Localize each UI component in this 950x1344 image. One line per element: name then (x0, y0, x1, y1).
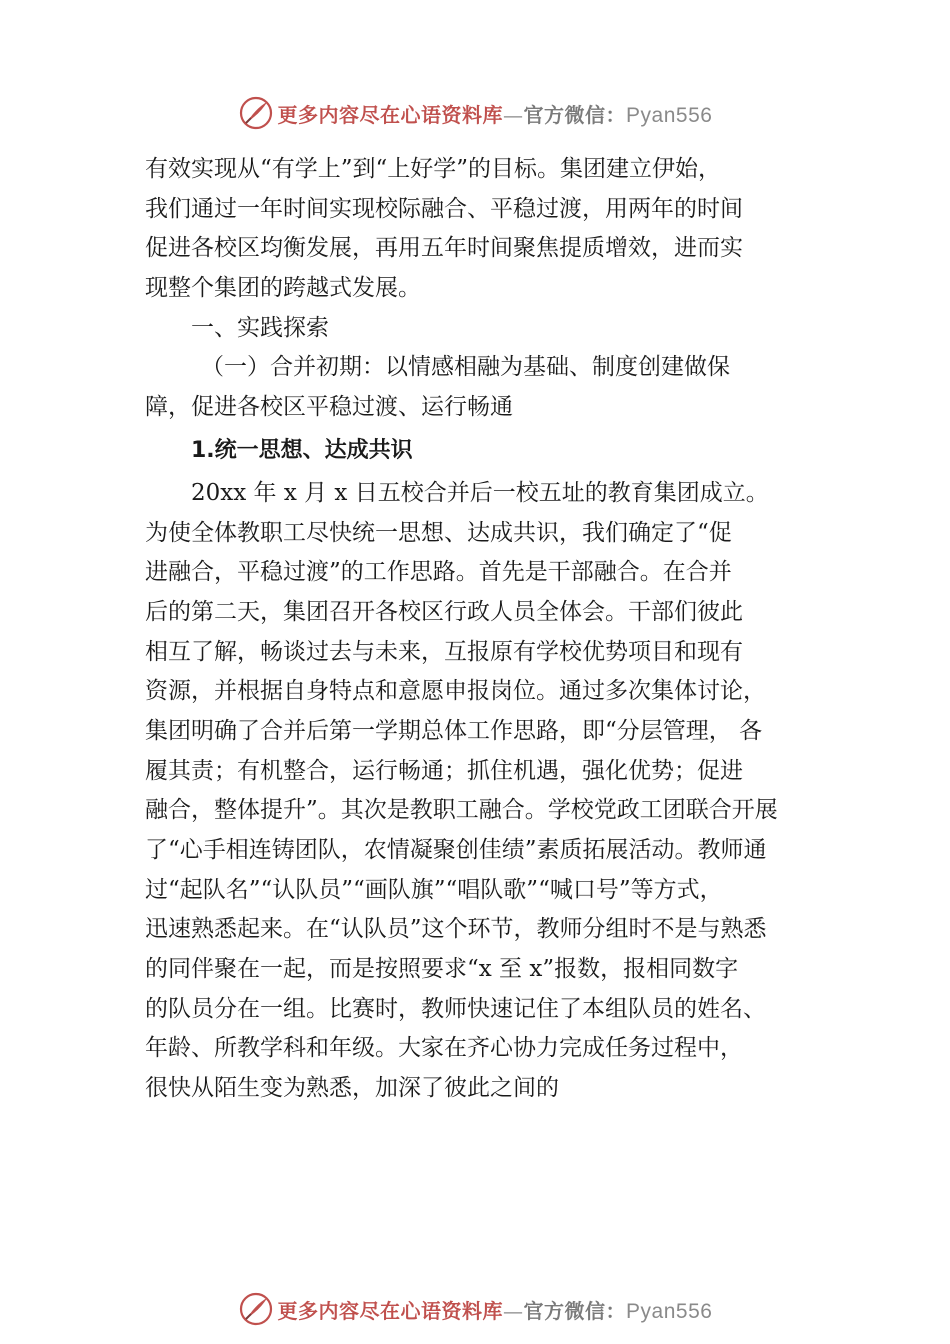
p2-line: 过“起队名”“认队员”“画队旗”“唱队歌”“喊口号”等方式， (145, 876, 723, 903)
banner-dash: — (503, 1298, 524, 1323)
brand-text: 更多内容尽在心语资料库 (277, 1298, 504, 1323)
wechat-label: 官方微信： (523, 1298, 627, 1323)
subsection-title-line: （一）合并初期：以情感相融为基础、制度创建做保 (201, 354, 730, 381)
subsection-title-line: 障，促进各校区平稳过渡、运行畅通 (145, 394, 513, 421)
wechat-id: Pyan556 (626, 103, 713, 127)
p2-line: 很快从陌生变为熟悉，加深了彼此之间的 (145, 1075, 559, 1102)
p2-line: 履其责；有机整合，运行畅通；抓住机遇，强化优势；促进 (145, 757, 743, 784)
p2-line: 后的第二天，集团召开各校区行政人员全体会。干部们彼此 (145, 598, 743, 625)
p2-line: 了“心手相连铸团队，农情凝聚创佳绩”素质拓展活动。教师通 (145, 837, 767, 863)
p1-line: 现整个集团的跨越式发展。 (145, 275, 421, 302)
banner-text (278, 99, 713, 128)
wechat-id: Pyan556 (626, 1299, 713, 1323)
p1-line: 我们通过一年时间实现校际融合、平稳过渡，用两年的时间 (145, 195, 743, 222)
p2-line: 20xx 年 x 月 x 日五校合并后一校五址的教育集团成立。 (191, 479, 769, 506)
footer-banner (0, 1289, 950, 1329)
p2-line: 融合，整体提升”。其次是教职工融合。学校党政工团联合开展 (145, 797, 778, 824)
quill-logo-icon (238, 95, 274, 131)
p1-line: 有效实现从“有学上”到“上好学”的目标。集团建立伊始， (145, 156, 722, 182)
p2-line: 为使全体教职工尽快统一思想、达成共识，我们确定了“促 (145, 519, 732, 546)
p2-line: 迅速熟悉起来。在“认队员”这个环节，教师分组时不是与熟悉 (145, 916, 767, 943)
section-title: 一、实践探索 (191, 314, 329, 341)
p2-line: 年龄、所教学科和年级。大家在齐心协力完成任务过程中， (145, 1035, 743, 1062)
p2-line: 集团明确了合并后第一学期总体工作思路，即“分层管理， 各 (145, 717, 763, 744)
brand-text: 更多内容尽在心语资料库 (277, 102, 504, 127)
banner-text (278, 1295, 713, 1324)
quill-logo-icon (238, 1291, 274, 1327)
p1-line: 促进各校区均衡发展，再用五年时间聚焦提质增效，进而实 (145, 235, 743, 262)
wechat-label: 官方微信： (523, 102, 627, 127)
p2-line: 的同伴聚在一起，而是按照要求“x 至 x”报数，报相同数字 (145, 956, 739, 983)
p2-line: 的队员分在一组。比赛时，教师快速记住了本组队员的姓名、 (145, 995, 766, 1022)
header-banner (0, 93, 950, 133)
banner-dash: — (503, 102, 524, 127)
p2-line: 进融合，平稳过渡”的工作思路。首先是干部融合。在合并 (145, 559, 732, 586)
heading: 1.统一思想、达成共识 (191, 437, 413, 463)
p2-line: 相互了解，畅谈过去与未来，互报原有学校优势项目和现有 (145, 638, 743, 665)
document-body (145, 150, 825, 1109)
p2-line: 资源，并根据自身特点和意愿申报岗位。通过多次集体讨论， (145, 678, 766, 705)
